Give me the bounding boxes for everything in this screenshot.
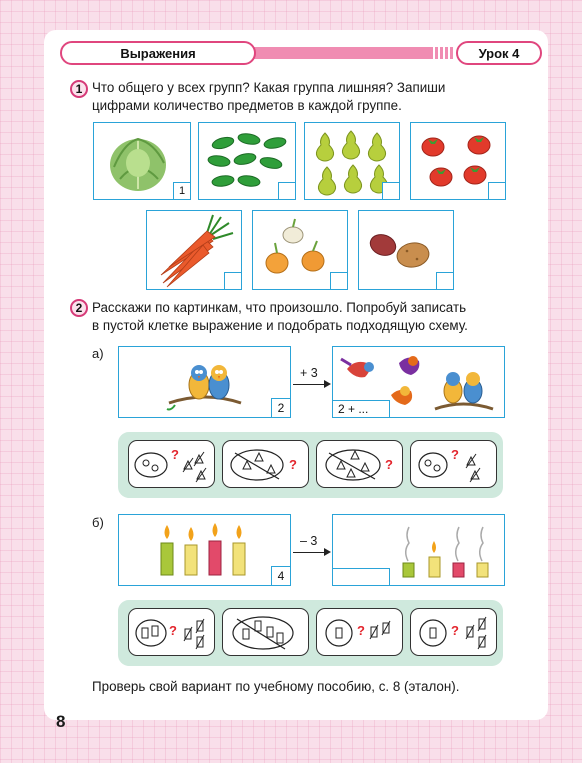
question-mark: ? <box>451 623 459 638</box>
group-carrots <box>146 210 242 290</box>
question-mark: ? <box>385 457 393 472</box>
group-cabbage <box>93 122 191 200</box>
page-number: 8 <box>56 712 66 731</box>
birds-before-box <box>118 346 291 418</box>
question-mark: ? <box>171 447 179 462</box>
lesson-label: Урок 4 <box>456 41 542 65</box>
scheme-a-4[interactable] <box>410 440 497 488</box>
bird-icon <box>119 347 292 419</box>
scheme-b-2[interactable] <box>222 608 309 656</box>
group-onions <box>252 210 348 290</box>
count-box-onions[interactable] <box>330 272 348 290</box>
question-mark: ? <box>451 447 459 462</box>
group-tomatoes <box>410 122 506 200</box>
scheme-b-1[interactable] <box>128 608 215 656</box>
count-box-tomatoes[interactable] <box>488 182 506 200</box>
candle-icon <box>119 515 292 587</box>
header-bar <box>250 47 430 59</box>
topic-title: Выражения <box>60 41 256 65</box>
arrow-a-head <box>324 380 331 388</box>
scheme-a-1[interactable] <box>128 440 215 488</box>
group-pea-pods <box>198 122 296 200</box>
count-box-cabbage[interactable]: 1 <box>173 182 191 200</box>
count-box-carrots[interactable] <box>224 272 242 290</box>
operation-plus-3: + 3 <box>300 366 318 380</box>
question-mark: ? <box>289 457 297 472</box>
question-mark: ? <box>357 623 365 638</box>
expression-box-a[interactable]: 2 + ... <box>332 400 390 418</box>
count-box-potatoes[interactable] <box>436 272 454 290</box>
check-note: Проверь свой вариант по учебному пособию, с. 8 (эталон). <box>92 679 460 694</box>
question-mark: ? <box>169 623 177 638</box>
group-pears <box>304 122 400 200</box>
count-box-birds-start[interactable]: 2 <box>271 398 291 418</box>
task1-text-line1: Что общего у всех групп? Какая группа лишняя? Запиши <box>92 80 446 95</box>
candles-after-box <box>332 514 505 586</box>
count-box-pears[interactable] <box>382 182 400 200</box>
scheme-b-3[interactable] <box>316 608 403 656</box>
task-number-1: 1 <box>70 80 88 98</box>
part-b-label: б) <box>92 515 104 530</box>
task-number-2: 2 <box>70 299 88 317</box>
group-potatoes <box>358 210 454 290</box>
part-a-label: а) <box>92 346 104 361</box>
expression-box-b[interactable] <box>332 568 390 586</box>
count-box-candles-start[interactable]: 4 <box>271 566 291 586</box>
arrow-b-head <box>324 548 331 556</box>
count-box-pea-pods[interactable] <box>278 182 296 200</box>
header-stripes <box>430 47 453 59</box>
arrow-a <box>293 384 325 385</box>
task2-text-line1: Расскажи по картинкам, что произошло. Попробуй записать <box>92 300 467 315</box>
candles-before-box <box>118 514 291 586</box>
birds-after-box <box>332 346 505 418</box>
scheme-a-3[interactable] <box>316 440 403 488</box>
scheme-b-4[interactable] <box>410 608 497 656</box>
scheme-a-2[interactable] <box>222 440 309 488</box>
task2-text-line2: в пустой клетке выражение и подобрать подходящую схему. <box>92 318 468 333</box>
task1-text-line2: цифрами количество предметов в каждой группе. <box>92 98 402 113</box>
arrow-b <box>293 552 325 553</box>
operation-minus-3: – 3 <box>300 534 318 548</box>
